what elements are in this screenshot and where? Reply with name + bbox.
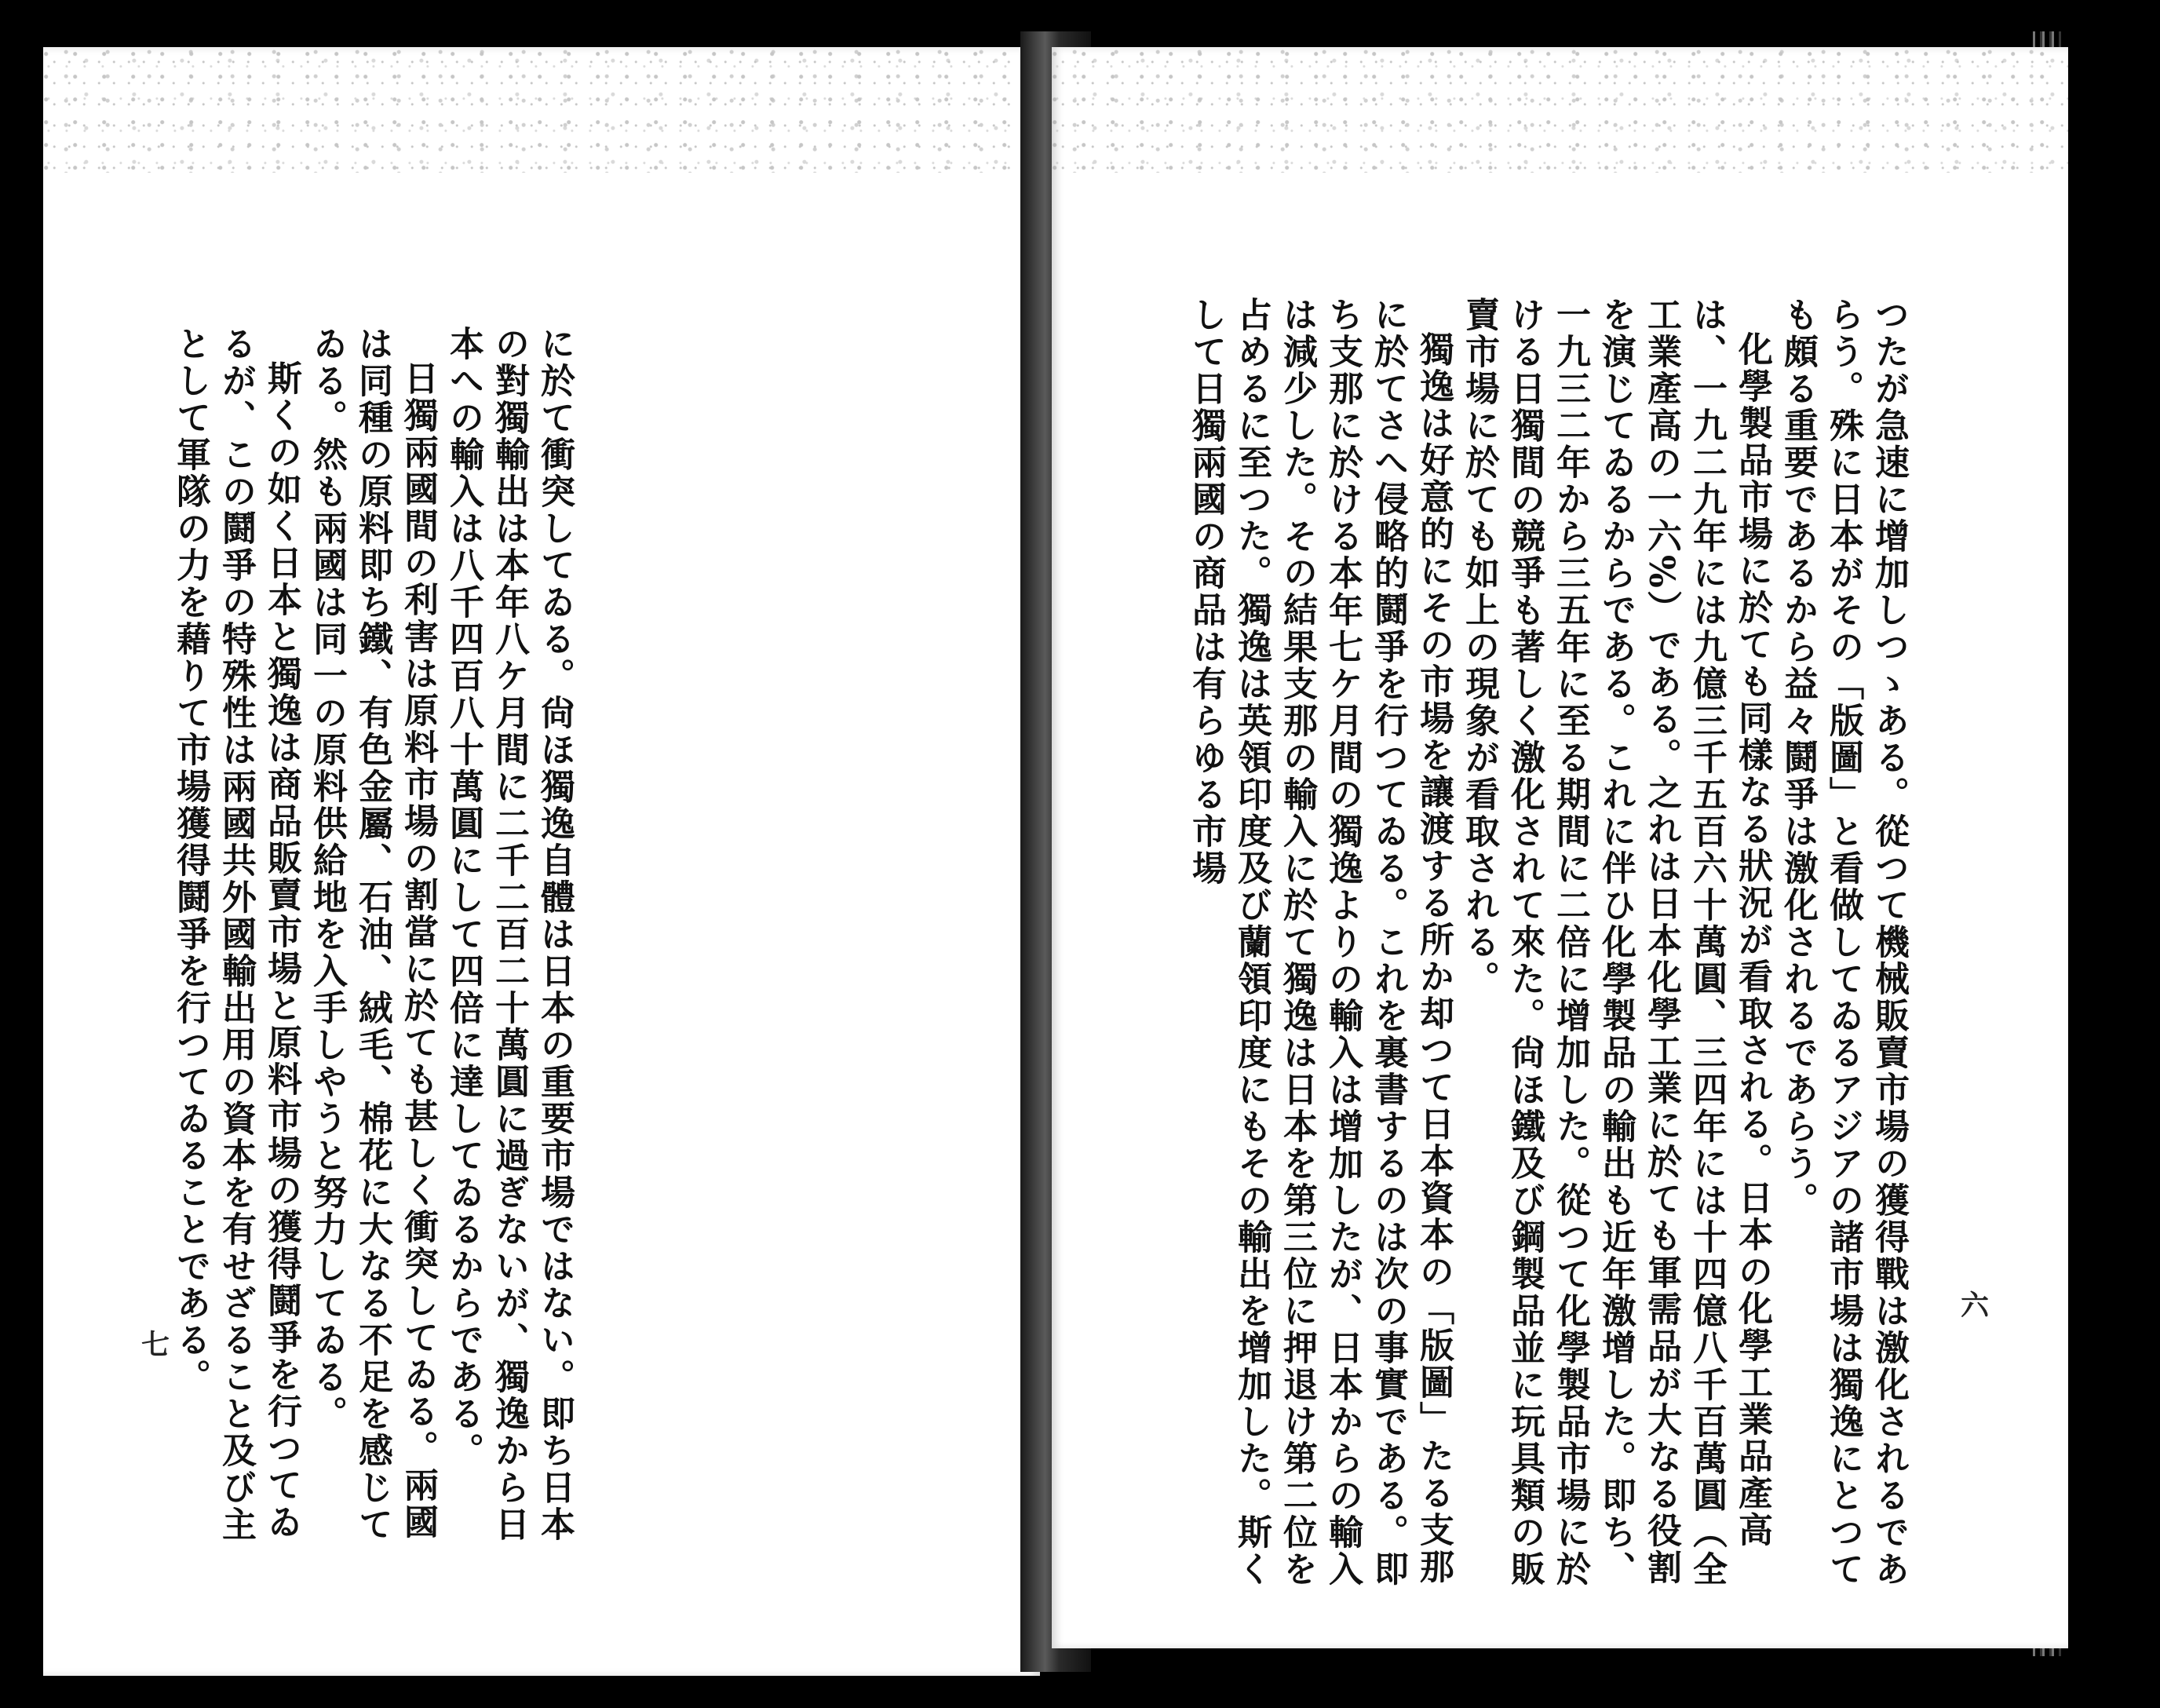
paragraph: に於て衝突してゐる。尙ほ獨逸自體は日本の重要市場ではない。即ち日本の對獨輸出は本年八ケ月間に二千二百二十萬圓に過ぎないが、獨逸から日本への輸入は八千四百八十萬圓にして四倍に達してゐるからである。 bbox=[443, 326, 575, 1543]
page-number: 六 bbox=[1961, 1289, 1990, 1322]
paragraph: 日獨兩國間の利害は原料市場の割當に於ても甚しく衝突してゐる。兩國は同種の原料即ち鐵、有色金屬、石油、絨毛、棉花に大なる不足を感じてゐる。然も兩國は同一の原料供給地を入手しやうと努力してゐる。 bbox=[307, 326, 438, 1543]
right-page-text bbox=[1183, 297, 1911, 1615]
scan-noise bbox=[43, 47, 1040, 173]
left-page bbox=[43, 47, 1040, 1676]
scan-noise bbox=[1052, 47, 2068, 173]
left-page-text bbox=[167, 326, 577, 1566]
paragraph: 獨逸は好意的にその市場を讓渡する所か却つて日本資本の「版圖」たる支那に於てさへ侵略的鬪爭を行つてゐる。これを裏書するのは次の事實である。即ち支那に於ける本年七ケ月間の獨逸よりの輸入は增加したが、日本からの輸入は減少した。その結果支那の輸入に於て獨逸は日本を第三位に押退け第二位を占めるに至つた。獨逸は英領印度及び蘭領印度にもその輸出を增加した。斯くして日獨兩國の商品は有らゆる市場 bbox=[1186, 297, 1454, 1588]
paragraph: 化學製品市場に於ても同樣なる狀況が看取される。日本の化學工業品產高は、一九二九年には九億三千五百六十萬圓、三四年には十四億八千百萬圓（全工業產高の一六%）である。之れは日本化學工業に於ても軍需品が大なる役割を演じてゐるからである。これに伴ひ化學製品の輸出も近年激增した。即ち、一九三二年から三五年に至る期間に二倍に增加した。從つて化學製品市場に於ける日獨間の競爭も著しく激化されて來た。尙ほ鐵及び鋼製品並に玩具類の販賣市場に於ても如上の現象が看取される。 bbox=[1459, 297, 1772, 1588]
paragraph: 斯くの如く日本と獨逸は商品販賣市場と原料市場の獲得鬪爭を行つてゐるが、この鬪爭の特殊性は兩國共外國輸出用の資本を有せざること及び主として軍隊の力を藉りて市場獲得鬪爭を行つてゐることである。 bbox=[170, 326, 301, 1543]
paragraph: つたが急速に增加しつゝある。從つて機械販賣市場の獲得戰は激化されるであらう。殊に日本がその「版圖」と看做してゐるアジアの諸市場は獨逸にとつても頗る重要であるから益々鬪爭は激化されるであらう。 bbox=[1778, 297, 1909, 1588]
page-number: 七 bbox=[141, 1328, 170, 1361]
right-page bbox=[1052, 47, 2068, 1648]
